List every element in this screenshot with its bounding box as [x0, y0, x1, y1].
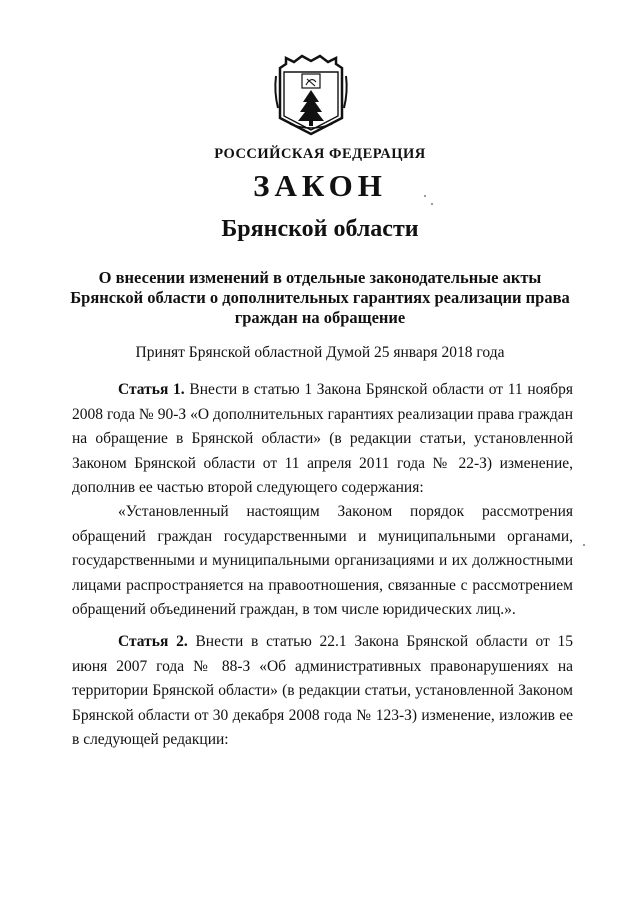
- adoption-line: Принят Брянской областной Думой 25 января 2018 года: [135, 344, 505, 361]
- article-1: [72, 378, 573, 501]
- bryansk-coat-of-arms-icon: [272, 52, 350, 136]
- article-1-quote: «Установленный настоящим Законом порядок рассмотрения обращений граждан государственными и муниципальными органами, государственными и муниципальными организациями и их должностными лицами распространяется на правоотношения, связанные с рассмотрением обращений объединений граждан, в том числе юридических лиц.».: [72, 503, 573, 619]
- article-1-text: Внести в статью 1 Закона Брянской области от 11 ноября 2008 года № 90-З «О дополнительных гарантиях реализации права граждан на обращение в Брянской области» (в редакции статьи, установленной Законом Брянской области от 11 апреля 2011 года № 22-З) изменение, дополнив ее частью второй следующего содержания:: [72, 381, 574, 497]
- region-name: Брянской области: [221, 216, 419, 242]
- scan-speck: [424, 195, 426, 197]
- article-2: [72, 630, 573, 753]
- law-title: [0, 268, 640, 328]
- document-type: ЗАКОН: [253, 168, 387, 203]
- scan-speck: [583, 544, 585, 546]
- article-1-label: Статья 1.: [118, 381, 185, 398]
- scan-speck: [431, 203, 433, 205]
- article-2-text: Внести в статью 22.1 Закона Брянской области от 15 июня 2007 года № 88-З «Об административных правонарушениях на территории Брянской области» (в редакции статьи, установленной Законом Брянской области от 30 декабря 2008 года № 123-З) изменение, изложив ее в следующей редакции:: [72, 633, 573, 749]
- country-name: РОССИЙСКАЯ ФЕДЕРАЦИЯ: [214, 146, 426, 162]
- article-2-label: Статья 2.: [118, 633, 188, 650]
- law-title-text: О внесении изменений в отдельные законодательные акты Брянской области о дополнительных гарантиях реализации права граждан на обращение: [70, 268, 570, 327]
